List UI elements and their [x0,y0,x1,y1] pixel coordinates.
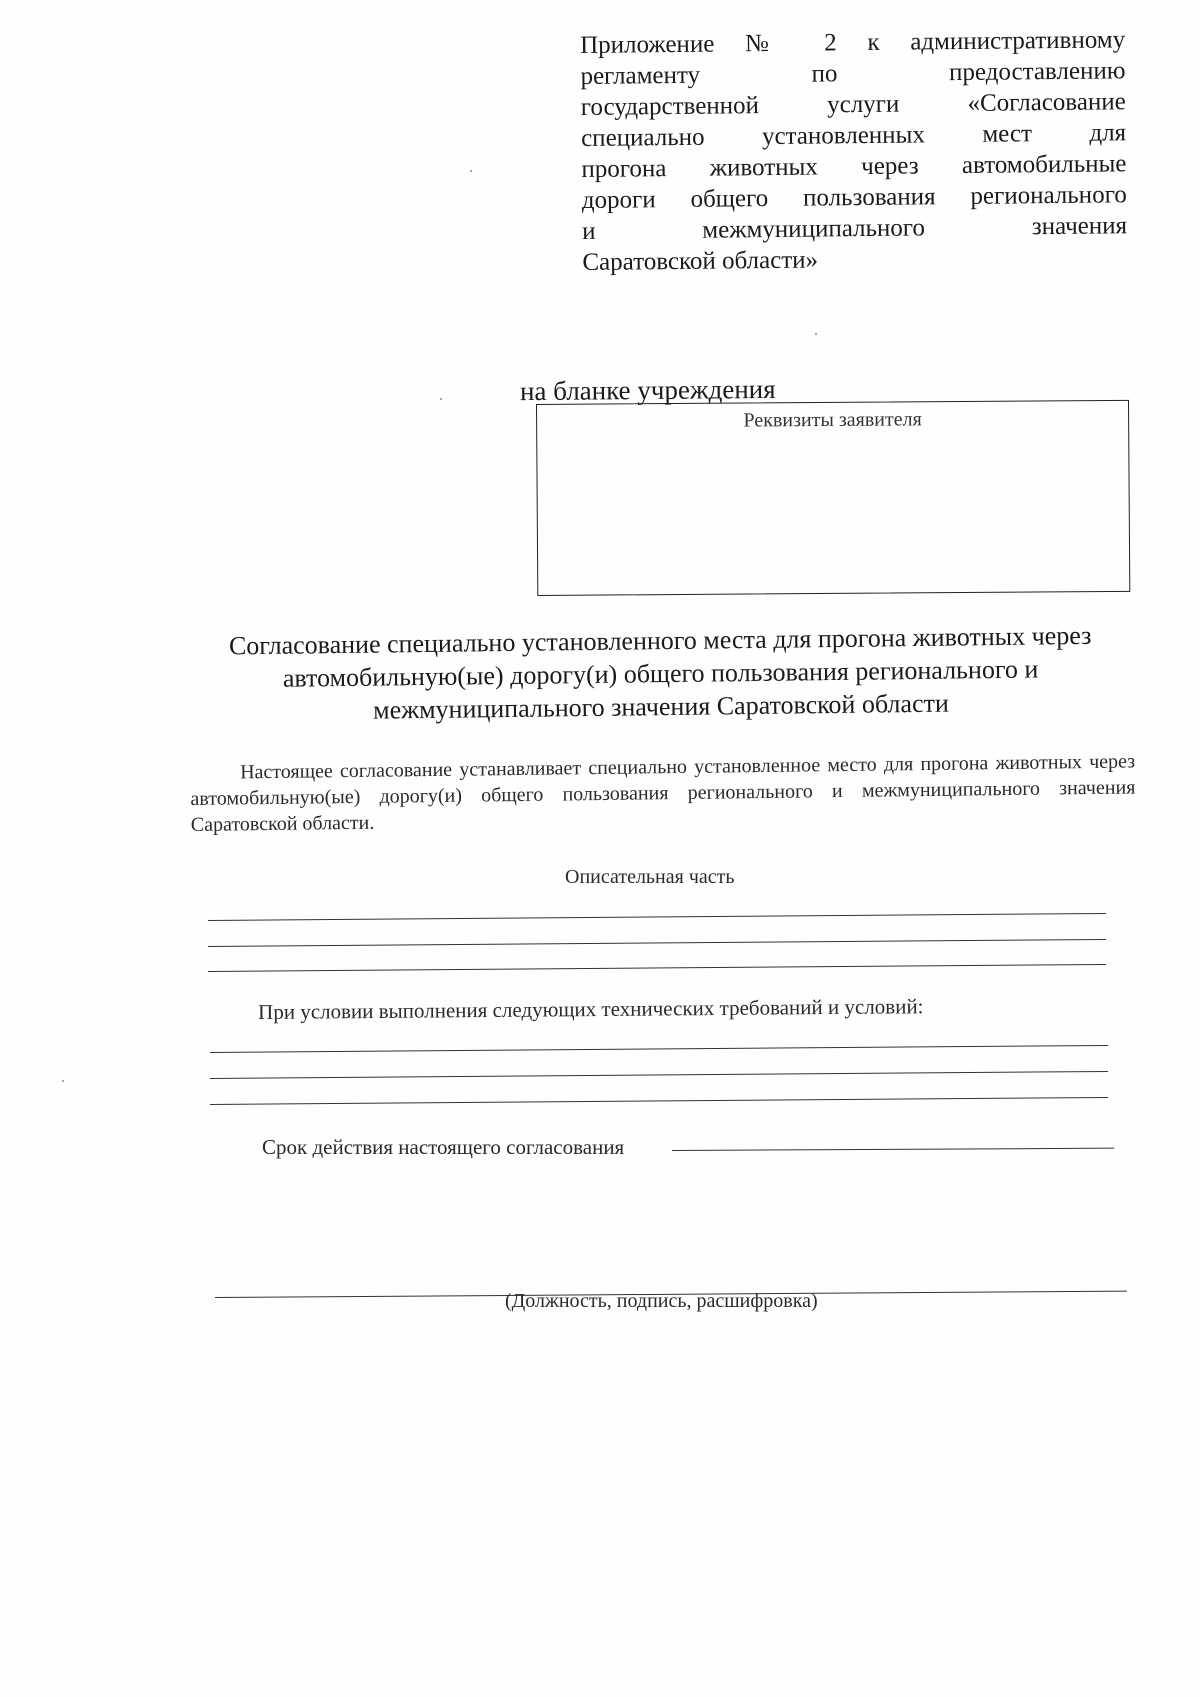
appendix-line: прогона животных через автомобильные [581,150,1127,183]
appendix-line: Приложение № 2 к административному [580,26,1126,59]
requisites-caption: Реквизиты заявителя [743,408,922,432]
appendix-header [580,24,1128,278]
letterhead-label: на бланке учреждения [519,373,776,407]
conditions-label: При условии выполнения следующих технических требований и условий: [258,994,924,1024]
scan-speck [62,1080,64,1082]
validity-label: Срок действия настоящего согласования [262,1135,625,1159]
document-title: Согласование специально установленного места для прогона животных через автомобильную(ые) дорогу(и) общего пользования регионального и межмуниципального значения Саратовской области [228,620,1092,725]
appendix-line: регламенту по предоставлению [580,57,1126,90]
blank-line [210,1097,1108,1105]
descriptive-section-title: Описательная часть [565,866,735,888]
blank-line [208,939,1106,947]
scan-speck [815,333,817,335]
intro-paragraph: Настоящее согласование устанавливает специально установленное место для прогона животных через автомобильную(ые) дорогу(и) общего пользования регионального и межмуниципального значения Саратовской области. [190,750,1136,836]
appendix-line: и межмуниципального значения [581,212,1128,245]
blank-line [210,1071,1108,1079]
blank-line [208,964,1106,972]
appendix-line: специально установленных мест для [580,119,1127,152]
scan-speck [470,170,472,172]
scan-speck [440,398,442,400]
appendix-line: государственной услуги «Согласование [580,88,1126,121]
blank-line [208,913,1106,921]
applicant-requisites-box [536,400,1130,596]
blank-line [210,1045,1108,1053]
validity-blank-line [672,1148,1114,1151]
appendix-line: Саратовской области» [582,246,819,276]
appendix-line: дороги общего пользования регионального [581,181,1127,214]
signature-caption: (Должность, подпись, расшифровка) [505,1290,818,1312]
